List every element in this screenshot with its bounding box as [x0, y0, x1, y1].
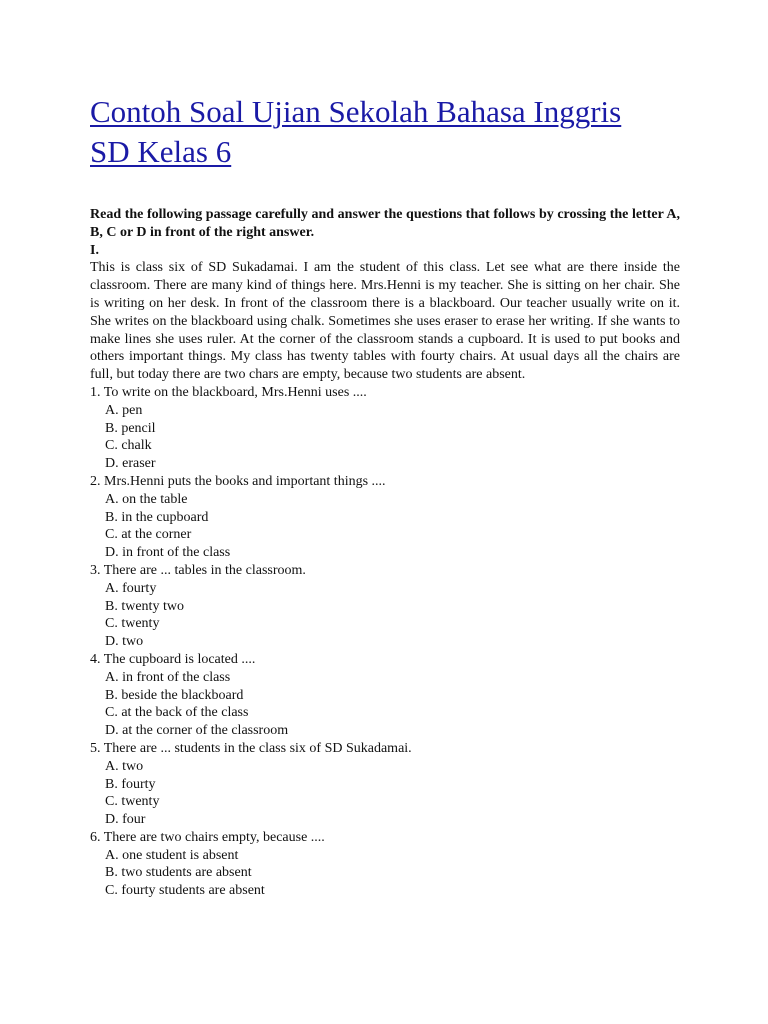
question-item: [90, 740, 680, 829]
question-text: 5. There are ... students in the class six of SD Sukadamai.: [90, 740, 412, 756]
answer-option: B. twenty two: [105, 598, 184, 614]
question-list: [90, 384, 680, 900]
answer-option: A. on the table: [105, 491, 188, 507]
answer-option: A. pen: [105, 402, 143, 418]
question-item: [90, 829, 680, 900]
answer-option: A. one student is absent: [105, 847, 239, 863]
answer-option: D. two: [105, 634, 144, 650]
question-item: [90, 562, 680, 651]
document-page: [90, 92, 680, 900]
answer-option: D. in front of the class: [105, 545, 231, 561]
question-item: [90, 384, 680, 473]
answer-option: A. in front of the class: [105, 669, 231, 685]
question-text: 2. Mrs.Henni puts the books and important things ....: [90, 473, 386, 489]
answer-option: A. fourty: [105, 580, 157, 596]
answer-option: C. at the back of the class: [105, 705, 249, 721]
answer-option: B. beside the blackboard: [105, 687, 244, 703]
question-text: 4. The cupboard is located ....: [90, 651, 256, 667]
title-line-1[interactable]: Contoh Soal Ujian Sekolah Bahasa Inggris: [90, 94, 622, 129]
instructions-text: Read the following passage carefully and answer the questions that follows by crossing the letter A, B, C or D in front of the right answer.: [90, 207, 680, 240]
reading-passage: This is class six of SD Sukadamai. I am the student of this class. Let see what are there inside the classroom. There are many kind of things here. Mrs.Henni is my teacher. She is sitting on her chair. She is writing on her desk. In front of the classroom there is a blackboard. Our teacher usually write on it. She writes on the blackboard using chalk. Sometimes she uses eraser to erase her writing. If she wants to make lines she uses ruler. At the corner of the classroom stands a cupboard. It is used to put books and others important things. My class has twenty tables with fourty chairs. At usual days all the chairs are full, but today there are two chars are empty, because two students are absent.: [90, 260, 680, 383]
answer-option: C. twenty: [105, 616, 160, 632]
answer-option: D. at the corner of the classroom: [105, 723, 289, 739]
question-text: 6. There are two chairs empty, because ....: [90, 829, 325, 845]
answer-option: C. chalk: [105, 438, 152, 454]
title-line-2[interactable]: SD Kelas 6: [90, 134, 232, 169]
question-text: 3. There are ... tables in the classroom.: [90, 562, 306, 578]
question-item: [90, 651, 680, 740]
answer-option: A. two: [105, 758, 144, 774]
answer-option: C. fourty students are absent: [105, 883, 265, 899]
answer-option: B. two students are absent: [105, 865, 252, 881]
page-title-link[interactable]: [90, 92, 680, 172]
answer-option: B. pencil: [105, 420, 156, 436]
question-item: [90, 473, 680, 562]
section-label: I.: [90, 242, 99, 258]
answer-option: C. twenty: [105, 794, 160, 810]
answer-option: D. eraser: [105, 456, 156, 472]
answer-option: D. four: [105, 812, 146, 828]
answer-option: C. at the corner: [105, 527, 192, 543]
question-text: 1. To write on the blackboard, Mrs.Henni uses ....: [90, 384, 367, 400]
answer-option: B. fourty: [105, 776, 156, 792]
answer-option: B. in the cupboard: [105, 509, 209, 525]
